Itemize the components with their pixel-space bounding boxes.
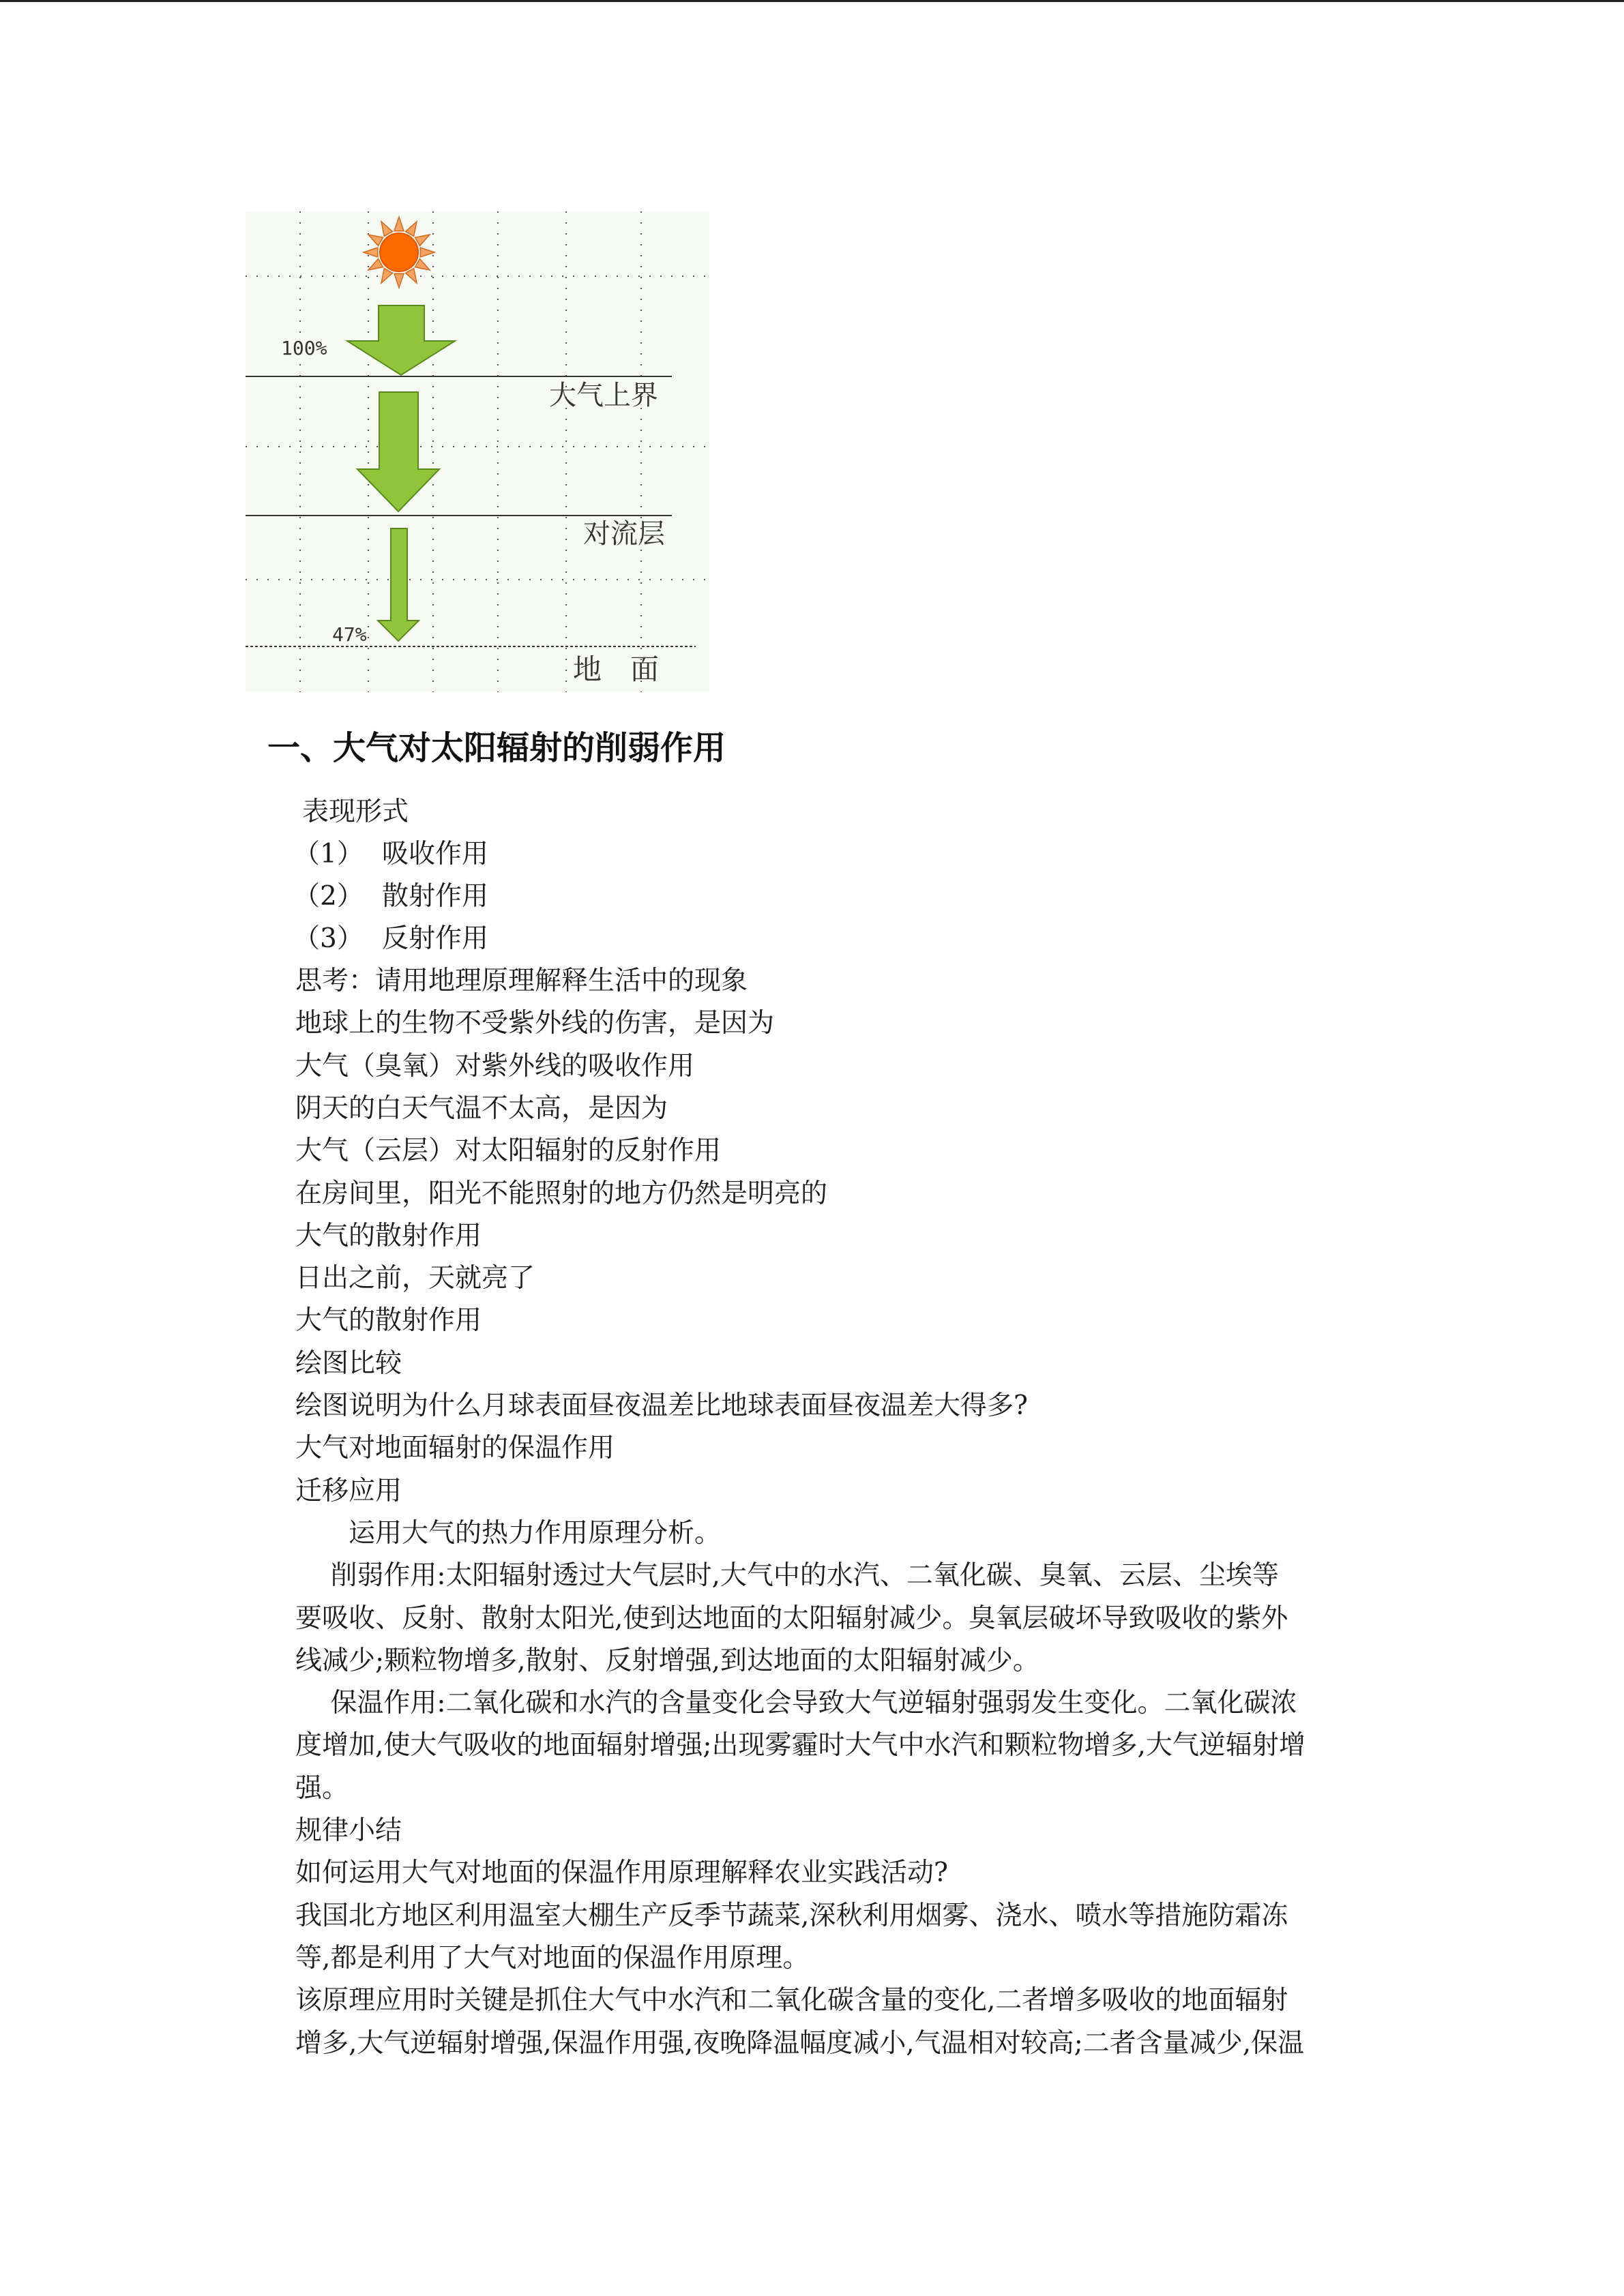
list-item <box>293 918 488 960</box>
intro-text: 表现形式 <box>302 796 409 827</box>
text-line: 增多,大气逆辐射增强,保温作用强,夜晚降温幅度减小,气温相对较高;二者含量减少,保温 <box>295 2027 1305 2059</box>
text-line: 大气对地面辐射的保温作用 <box>295 1433 615 1464</box>
layer-label-troposphere: 对流层 <box>583 518 665 550</box>
text-line: 线减少;颗粒物增多,散射、反射增强,到达地面的太阳辐射减少。 <box>295 1645 1039 1676</box>
layer-label-ground: 地 面 <box>573 653 660 686</box>
percent-label-bottom: 47% <box>332 623 367 646</box>
text-line: 等,都是利用了大气对地面的保温作用原理。 <box>295 1942 810 1973</box>
text-line: 日出之前，天就亮了 <box>295 1263 535 1294</box>
text-line: 如何运用大气对地面的保温作用原理解释农业实践活动? <box>295 1858 948 1889</box>
text-line: 削弱作用:太阳辐射透过大气层时,大气中的水汽、二氧化碳、臭氧、云层、尘埃等 <box>295 1560 1279 1592</box>
section-heading: 一、大气对太阳辐射的削弱作用 <box>267 729 726 767</box>
text-line: 规律小结 <box>295 1815 402 1846</box>
text-line: 在房间里，阳光不能照射的地方仍然是明亮的 <box>295 1178 828 1209</box>
text-line: 绘图说明为什么月球表面昼夜温差比地球表面昼夜温差大得多? <box>295 1390 1028 1421</box>
atmosphere-radiation-figure <box>246 211 709 692</box>
text-line: 思考：请用地理原理解释生活中的现象 <box>295 966 748 996</box>
text-line: 强。 <box>295 1772 349 1804</box>
text-line: 大气（云层）对太阳辐射的反射作用 <box>295 1135 722 1167</box>
percent-label-top: 100% <box>281 337 327 359</box>
figure-background <box>246 211 709 692</box>
list-item-text: 反射作用 <box>382 923 489 954</box>
list-item-text: 散射作用 <box>382 881 489 912</box>
text-line: 大气的散射作用 <box>295 1220 482 1251</box>
text-line: 保温作用:二氧化碳和水汽的含量变化会导致大气逆辐射强弱发生变化。二氧化碳浓 <box>295 1688 1297 1719</box>
text-line: 大气的散射作用 <box>295 1305 482 1337</box>
list-item-text: 吸收作用 <box>382 839 489 869</box>
text-line: 运用大气的热力作用原理分析。 <box>295 1517 722 1549</box>
text-line: 我国北方地区利用温室大棚生产反季节蔬菜,深秋利用烟雾、浇水、喷水等措施防霜冻 <box>295 1900 1288 1931</box>
list-item-number: （3） <box>293 923 364 954</box>
text-line: 要吸收、反射、散射太阳光,使到达地面的太阳辐射减少。臭氧层破坏导致吸收的紫外 <box>295 1602 1288 1634</box>
list-item <box>293 876 488 918</box>
text-line: 该原理应用时关键是抓住大气中水汽和二氧化碳含量的变化,二者增多吸收的地面辐射 <box>295 1985 1288 2016</box>
text-line: 地球上的生物不受紫外线的伤害，是因为 <box>295 1008 775 1039</box>
list-item <box>293 833 488 876</box>
page-top-border <box>0 0 1624 2</box>
text-line: 迁移应用 <box>295 1475 402 1506</box>
list-item-number: （1） <box>293 839 364 869</box>
layer-label-upper-atmosphere: 大气上界 <box>549 380 658 411</box>
text-line: 大气（臭氧）对紫外线的吸收作用 <box>295 1050 695 1082</box>
text-line: 阴天的白天气温不太高，是因为 <box>295 1092 668 1124</box>
text-line: 度增加,使大气吸收的地面辐射增强;出现雾霾时大气中水汽和颗粒物增多,大气逆辐射增 <box>295 1730 1305 1761</box>
list-item-number: （2） <box>293 881 364 912</box>
text-line: 绘图比较 <box>295 1347 402 1379</box>
